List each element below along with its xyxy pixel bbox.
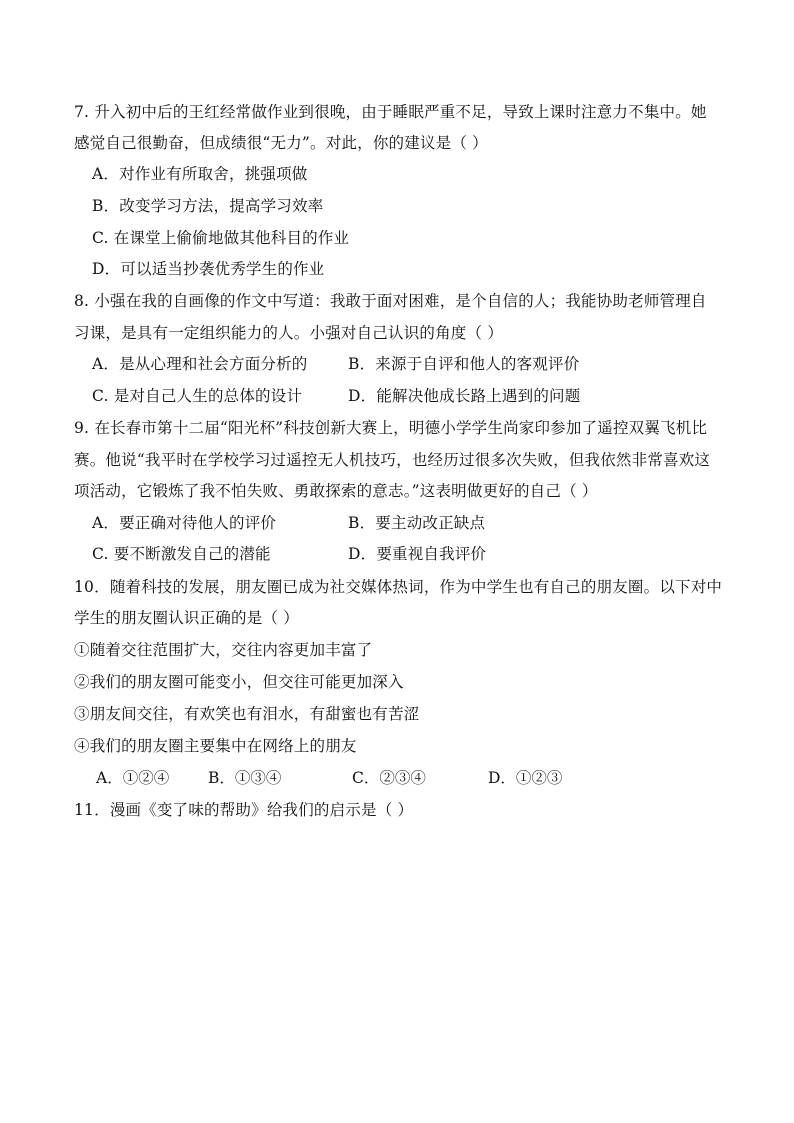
question-10-stem-line-2: 学生的朋友圈认识正确的是（ ） (74, 609, 299, 627)
question-8-option-d: D．能解决他成长路上遇到的问题 (348, 387, 581, 405)
question-10-statement-4: ④我们的朋友圈主要集中在网络上的朋友 (74, 737, 357, 755)
question-10-option-c: C．②③④ (352, 769, 426, 787)
question-9-stem-line-1: 9. 在长春市第十二届“阳光杯”科技创新大赛上，明德小学学生尚家印参加了遥控双翼飞机比 (74, 419, 708, 437)
question-9-stem-line-3: 项活动，它锻炼了我不怕失败、勇敢探索的意志。”这表明做更好的自己（ ） (74, 482, 598, 500)
question-7-option-d: D．可以适当抄袭优秀学生的作业 (92, 260, 325, 278)
question-10-option-b: B．①③④ (208, 769, 282, 787)
question-9-option-a: A．要正确对待他人的评价 (92, 514, 277, 532)
question-9-option-b: B．要主动改正缺点 (348, 514, 486, 532)
question-7-stem-line-2: 感觉自己很勤奋，但成绩很“无力”。对此，你的建议是（ ） (74, 134, 488, 152)
question-7-stem-line-1: 7. 升入初中后的王红经常做作业到很晚，由于睡眠严重不足，导致上课时注意力不集中。她 (74, 103, 707, 121)
question-8-stem-line-1: 8. 小强在我的自画像的作文中写道：我敢于面对困难，是个自信的人；我能协助老师管理自 (74, 292, 707, 310)
question-9-stem-line-2: 赛。他说“我平时在学校学习过遥控无人机技巧，也经历过很多次失败，但我依然非常喜欢这 (74, 451, 711, 469)
question-10-statement-3: ③朋友间交往，有欢笑也有泪水，有甜蜜也有苦涩 (74, 705, 420, 723)
question-8-option-c: C. 是对自己人生的总体的设计 (92, 387, 303, 405)
question-10-stem-line-1: 10．随着科技的发展，朋友圈已成为社交媒体热词，作为中学生也有自己的朋友圈。以下对中 (74, 578, 723, 596)
question-11-stem-line-1: 11．漫画《变了味的帮助》给我们的启示是（ ） (74, 801, 414, 819)
question-10-statement-1: ①随着交往范围扩大，交往内容更加丰富了 (74, 641, 373, 659)
question-10-statement-2: ②我们的朋友圈可能变小，但交往可能更加深入 (74, 673, 404, 691)
question-7-option-c: C. 在课堂上偷偷地做其他科目的作业 (92, 229, 350, 247)
question-8-stem-line-2: 习课，是具有一定组织能力的人。小强对自己认识的角度（ ） (74, 324, 504, 342)
question-9-option-d: D．要重视自我评价 (348, 545, 487, 563)
question-10-option-d: D．①②③ (488, 769, 563, 787)
question-7-option-a: A．对作业有所取舍，挑强项做 (92, 165, 308, 183)
question-10-options-row (96, 762, 608, 794)
question-9-option-c: C. 要不断激发自己的潜能 (92, 545, 271, 563)
question-8-option-b: B．来源于自评和他人的客观评价 (348, 355, 580, 373)
question-8-option-a: A．是从心理和社会方面分析的 (92, 355, 308, 373)
question-7-option-b: B．改变学习方法，提高学习效率 (92, 197, 324, 215)
question-10-option-a: A．①②④ (96, 769, 170, 787)
